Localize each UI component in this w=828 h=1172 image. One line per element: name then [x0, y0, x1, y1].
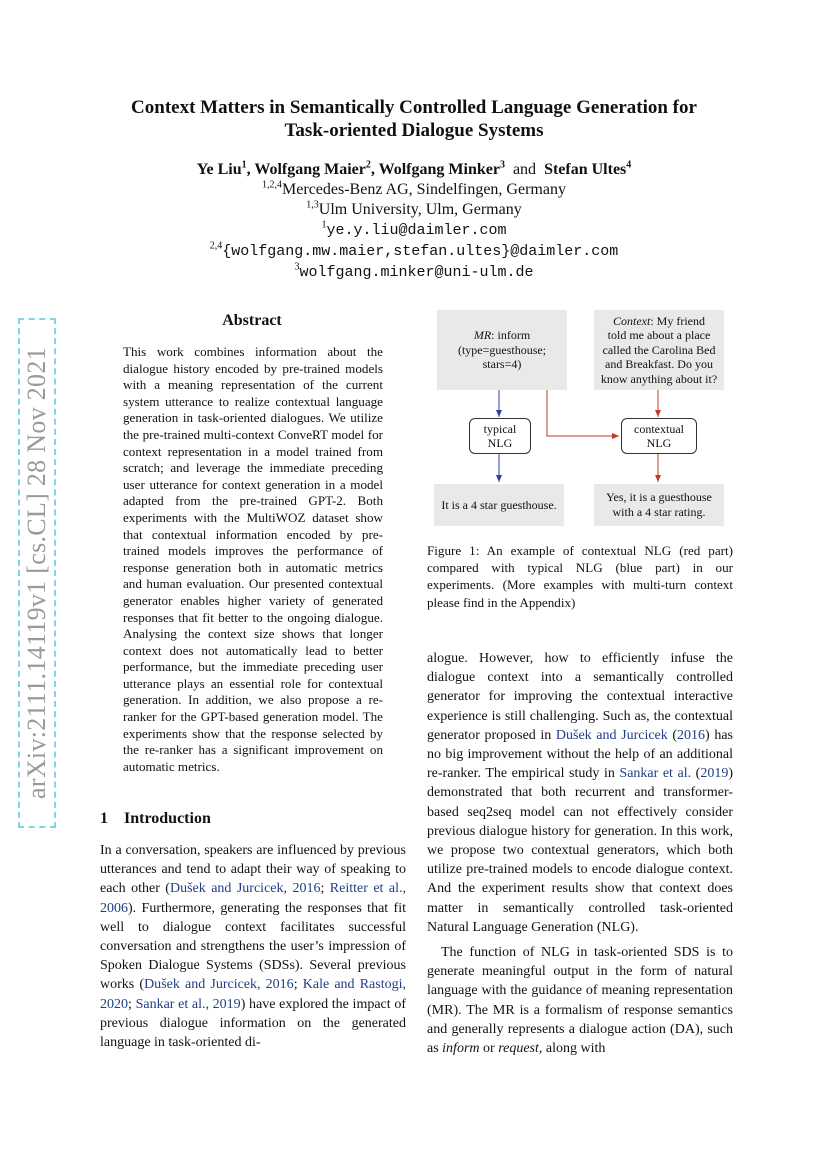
- citation-separator: ;: [320, 881, 330, 897]
- citation-link[interactable]: Sankar et al.: [619, 766, 692, 782]
- abstract-text: This work combines information about the dialogue history encoded by pre-trained models with a meaning representation of the current system utterance to realize contextual language generation in task-oriented dialogues. We utilize the pre-trained multi-context ConveRT model for context representation in a model trained from scratch; and leverage the immediate preceding user utterance for context generation in a model adapted from the pre-trained GPT-2. Both experiments with the MultiWOZ dataset show that contextual information encoded by pre-trained models improves the performance of response generation both in automatic metrics and human evaluation. Our presented contextual generator enables higher variety of generated responses that fit better to the ongoing dialogue. Analysing the context size shows that longer context does not automatically lead to better performance, but the immediate preceding user utterance plays an essential role for contextual generation. In addition, we also propose a re-ranker for the GPT-based generation model. The experiments show that the response selected by the re-ranker has a significant improvement on automatic metrics.: [123, 344, 383, 774]
- node-label: NLG: [487, 436, 513, 450]
- contextual-output-box: [594, 484, 724, 526]
- citation-link[interactable]: Dušek and Jurcicek, 2016: [169, 881, 321, 897]
- intro-text: alogue. However, how to efficiently infuse the dialogue context into a semantically controlled generator for improving the contextual interactive experience is still challenging. Such as, the contextual generator proposed in: [427, 651, 733, 743]
- email-2-text: {wolfgang.mw.maier,stefan.ultes}@daimler.com: [222, 243, 619, 260]
- citation-link[interactable]: Sankar et al., 2019: [135, 996, 241, 1012]
- section-heading-introduction: [100, 810, 211, 828]
- email-1-text: ye.y.liu@daimler.com: [326, 222, 507, 239]
- author-block: [100, 160, 728, 283]
- typical-output-text: It is a 4 star guesthouse.: [441, 497, 557, 512]
- email-1: [100, 220, 728, 241]
- arxiv-identifier: arXiv:2111.14119v1 [cs.CL] 28 Nov 2021: [22, 347, 51, 799]
- citation-link[interactable]: Kale and Rastogi, 2020: [100, 977, 407, 1012]
- intro-text: , along with: [538, 1041, 606, 1057]
- citation-separator: ;: [128, 996, 136, 1012]
- email-3: [100, 262, 728, 283]
- abstract-heading: Abstract: [222, 312, 282, 329]
- context-label: Context: [613, 313, 651, 328]
- intro-paragraph-2: [427, 943, 733, 1058]
- email-3-text: wolfgang.minker@uni-ulm.de: [299, 264, 534, 281]
- citation-link[interactable]: Dušek and Jurcicek: [555, 727, 668, 743]
- affiliation-1: [100, 180, 728, 200]
- author-and: and: [512, 161, 537, 178]
- mr-box: [437, 310, 567, 390]
- author-1-sup: 1: [241, 159, 247, 171]
- intro-text: The function of NLG in task-oriented SDS is to generate meaningful output in the form of natural language with the guidance of meaning representation (MR). The MR is a formalism of response semantics and generally represents a dialogue action (DA), such as: [427, 945, 733, 1057]
- context-text: and Breakfast. Do you: [605, 357, 713, 372]
- author-4: Stefan Ultes: [544, 161, 627, 178]
- title-line-2: Task-oriented Dialogue Systems: [284, 120, 544, 141]
- intro-paragraph-1-continued: [427, 649, 733, 937]
- intro-text: or: [479, 1041, 499, 1057]
- section-title: Introduction: [124, 810, 211, 827]
- intro-text: (: [667, 727, 678, 743]
- mr-label: MR: [473, 328, 492, 343]
- arrow-mr-to-contextual: [547, 390, 619, 436]
- section-number: 1: [100, 810, 108, 827]
- author-2: Wolfgang Maier: [254, 161, 366, 178]
- affiliation-1-text: Mercedes-Benz AG, Sindelfingen, Germany: [282, 181, 566, 198]
- author-names: Ye Liu$^1$, Wolfgang Maier$^2$, Wolfgang Minker$^3$ and Stefan Ultes$^4$: [196, 159, 632, 178]
- email-3-sup: 3: [294, 261, 300, 273]
- contextual-output-text: Yes, it is a guesthouse: [606, 490, 712, 505]
- node-label: contextual: [634, 422, 684, 436]
- mr-text: stars=4): [482, 357, 522, 372]
- author-3-sup: 3: [499, 159, 505, 171]
- context-text: called the Carolina Bed: [602, 342, 716, 357]
- mr-text: (type=guesthouse;: [457, 342, 547, 357]
- affiliation-1-sup: 1,2,4: [262, 179, 283, 191]
- typical-output-box: [434, 484, 564, 526]
- context-text: told me about a place: [607, 328, 711, 343]
- intro-text: In a conversation, speakers are influenced by previous utterances and tend to adapt their way of speaking to each other (: [100, 843, 406, 897]
- figure-1: [427, 310, 733, 535]
- intro-text: ) have explored the impact of previous dialogue information on the generated language in task-oriented di-: [100, 996, 406, 1051]
- contextual-nlg-node: [621, 418, 697, 454]
- figure-1-caption: Figure 1: An example of contextual NLG (red part) compared with typical NLG (blue part) in our experiments. (More examples with multi-turn context please find in the Appendix): [427, 543, 733, 610]
- node-label: NLG: [646, 436, 672, 450]
- author-1: Ye Liu: [196, 161, 242, 178]
- intro-text: ). Furthermore, generating the responses that fit well to dialogue context facilitates successful conversation and strengthens the user’s impression of Spoken Dialogue Systems (SDSs). Several previous works (: [100, 900, 406, 993]
- author-4-sup: 4: [626, 159, 632, 171]
- citation-separator: ;: [293, 977, 303, 993]
- italic-term: request: [498, 1041, 539, 1057]
- intro-text: ) has no big improvement without the help of an additional re-ranker. The empirical study in: [427, 727, 733, 782]
- citation-link[interactable]: Dušek and Jurcicek, 2016: [144, 977, 294, 993]
- author-3: Wolfgang Minker: [378, 161, 500, 178]
- context-text: : My friend: [650, 313, 705, 328]
- paper-title: [100, 96, 728, 142]
- affiliation-2-sup: 1,3: [306, 199, 319, 211]
- citation-link[interactable]: 2016: [677, 727, 706, 743]
- typical-nlg-node: [469, 418, 531, 454]
- context-text: know anything about it?: [600, 371, 718, 386]
- title-line-1: Context Matters in Semantically Controlled Language Generation for: [131, 97, 697, 118]
- citation-link[interactable]: Reitter et al., 2006: [100, 881, 406, 916]
- right-column-text: [427, 649, 733, 1058]
- email-2: [100, 241, 728, 262]
- mr-text: : inform: [491, 328, 531, 343]
- intro-text: (: [691, 766, 701, 782]
- author-2-sup: 2: [365, 159, 371, 171]
- node-label: typical: [483, 422, 517, 436]
- affiliation-2-text: Ulm University, Ulm, Germany: [318, 201, 522, 218]
- email-2-sup: 2,4: [209, 240, 223, 252]
- affiliation-2: [100, 200, 728, 220]
- intro-paragraph-1: [100, 841, 406, 1052]
- italic-term: inform: [442, 1041, 480, 1057]
- context-box: [594, 310, 724, 390]
- citation-link[interactable]: 2019: [700, 766, 729, 782]
- email-1-sup: 1: [321, 219, 327, 231]
- intro-text: ) demonstrated that both recurrent and transformer-based seq2seq model can not effectively consider previous dialogue history for generation. In this work, we propose two contextual generators, which both utilize pre-trained models to encode dialogue context. And the experiment results show that context does matter in semantically controlled task-oriented Natural Language Generation (NLG).: [427, 766, 733, 935]
- contextual-output-text: with a 4 star rating.: [612, 505, 706, 519]
